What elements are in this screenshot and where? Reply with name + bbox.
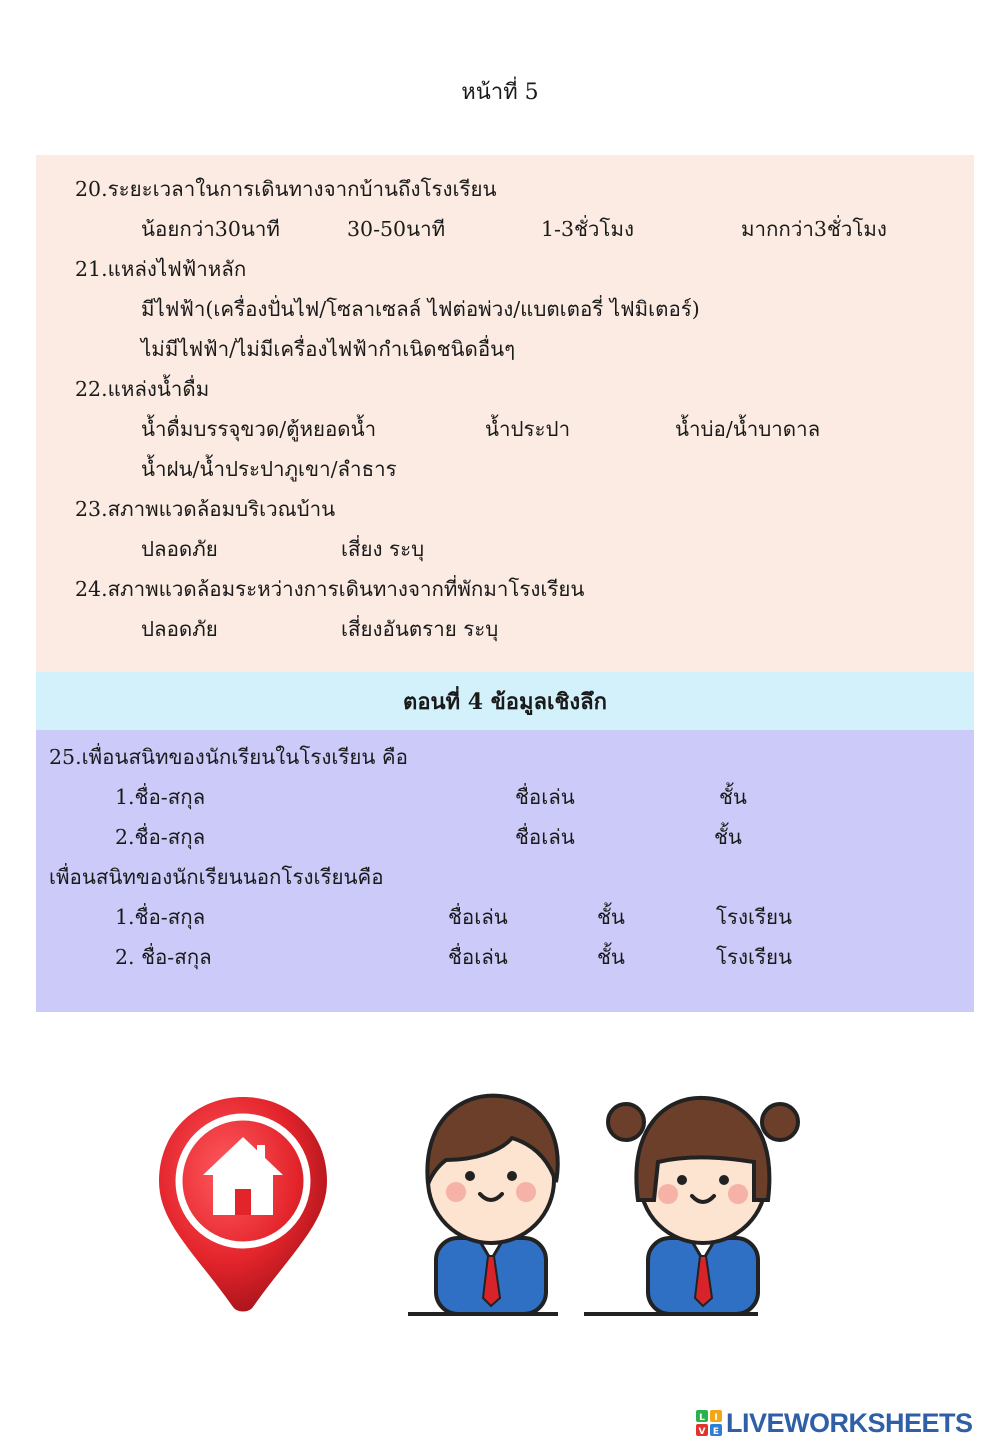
boy-student-icon xyxy=(408,1096,558,1314)
svg-text:E: E xyxy=(712,1427,720,1436)
section-4-heading xyxy=(36,672,974,730)
question-20-label: 20.ระยะเวลาในการเดินทางจากบ้านถึงโรงเรียน xyxy=(75,177,497,201)
in-school-friend-2-grade[interactable]: ชั้น xyxy=(714,825,742,849)
liveworksheets-logo[interactable] xyxy=(696,1408,973,1438)
in-school-friend-2-name[interactable]: 2.ชื่อ-สกุล xyxy=(115,825,206,849)
student-boy-girl-icon xyxy=(408,1088,800,1320)
q20-option-4[interactable]: มากกว่า3ชั่วโมง xyxy=(741,217,887,241)
q24-option-1[interactable]: ปลอดภัย xyxy=(141,617,218,641)
outside-friend-1-school[interactable]: โรงเรียน xyxy=(716,905,793,929)
q21-option-1[interactable]: มีไฟฟ้า(เครื่องปั่นไฟ/โซลาเซลล์ ไฟต่อพ่วง/แบตเตอรี่ ไฟมิเตอร์) xyxy=(141,297,700,321)
q22-option-2[interactable]: น้ำประปา xyxy=(485,417,571,441)
q21-option-2[interactable]: ไม่มีไฟฟ้า/ไม่มีเครื่องไฟฟ้ากำเนิดชนิดอื่นๆ xyxy=(141,337,516,361)
in-school-friend-1-grade[interactable]: ชั้น xyxy=(719,785,747,809)
q22-option-3[interactable]: น้ำบ่อ/น้ำบาดาล xyxy=(675,417,821,441)
q23-option-1[interactable]: ปลอดภัย xyxy=(141,537,218,561)
outside-friend-1-grade[interactable]: ชั้น xyxy=(597,905,625,929)
question-22-label: 22.แหล่งน้ำดื่ม xyxy=(75,377,210,401)
section-4-title: ตอนที่ 4 ข้อมูลเชิงลึก xyxy=(403,688,607,715)
outside-friend-2-nickname[interactable]: ชื่อเล่น xyxy=(448,945,508,969)
outside-school-label: เพื่อนสนิทของนักเรียนนอกโรงเรียนคือ xyxy=(49,865,384,889)
svg-text:V: V xyxy=(698,1427,706,1436)
girl-student-icon xyxy=(584,1098,798,1314)
in-school-friend-1-nickname[interactable]: ชื่อเล่น xyxy=(515,785,575,809)
question-24-label: 24.สภาพแวดล้อมระหว่างการเดินทางจากที่พักมาโรงเรียน xyxy=(75,577,585,601)
outside-friend-1-nickname[interactable]: ชื่อเล่น xyxy=(448,905,508,929)
in-school-friend-1-name[interactable]: 1.ชื่อ-สกุล xyxy=(115,785,206,809)
question-25-label: 25.เพื่อนสนิทของนักเรียนในโรงเรียน คือ xyxy=(49,745,408,769)
page-title: หน้าที่ 5 xyxy=(461,80,539,105)
q22-option-1[interactable]: น้ำดื่มบรรจุขวด/ตู้หยอดน้ำ xyxy=(141,417,377,441)
outside-friend-2-name[interactable]: 2. ชื่อ-สกุล xyxy=(115,945,212,969)
q22-option-4[interactable]: น้ำฝน/น้ำประปาภูเขา/ลำธาร xyxy=(141,457,397,481)
svg-text:L: L xyxy=(699,1413,705,1423)
svg-text:I: I xyxy=(714,1413,718,1423)
q20-option-3[interactable]: 1-3ชั่วโมง xyxy=(541,217,634,241)
in-school-friend-2-nickname[interactable]: ชื่อเล่น xyxy=(515,825,575,849)
outside-friend-2-grade[interactable]: ชั้น xyxy=(597,945,625,969)
q20-option-2[interactable]: 30-50นาที xyxy=(347,217,446,241)
home-location-pin-icon xyxy=(155,1093,331,1319)
section-friends xyxy=(36,730,974,1012)
question-21-label: 21.แหล่งไฟฟ้าหลัก xyxy=(75,257,247,281)
outside-friend-1-name[interactable]: 1.ชื่อ-สกุล xyxy=(115,905,206,929)
section-general xyxy=(36,155,974,672)
question-23-label: 23.สภาพแวดล้อมบริเวณบ้าน xyxy=(75,497,336,521)
brand-name: LIVEWORKSHEETS xyxy=(726,1407,973,1438)
outside-friend-2-school[interactable]: โรงเรียน xyxy=(716,945,793,969)
live-logo-icon xyxy=(696,1410,722,1436)
q24-option-2[interactable]: เสี่ยงอันตราย ระบุ xyxy=(341,617,499,641)
q23-option-2[interactable]: เสี่ยง ระบุ xyxy=(341,537,425,561)
q20-option-1[interactable]: น้อยกว่า30นาที xyxy=(141,217,280,241)
